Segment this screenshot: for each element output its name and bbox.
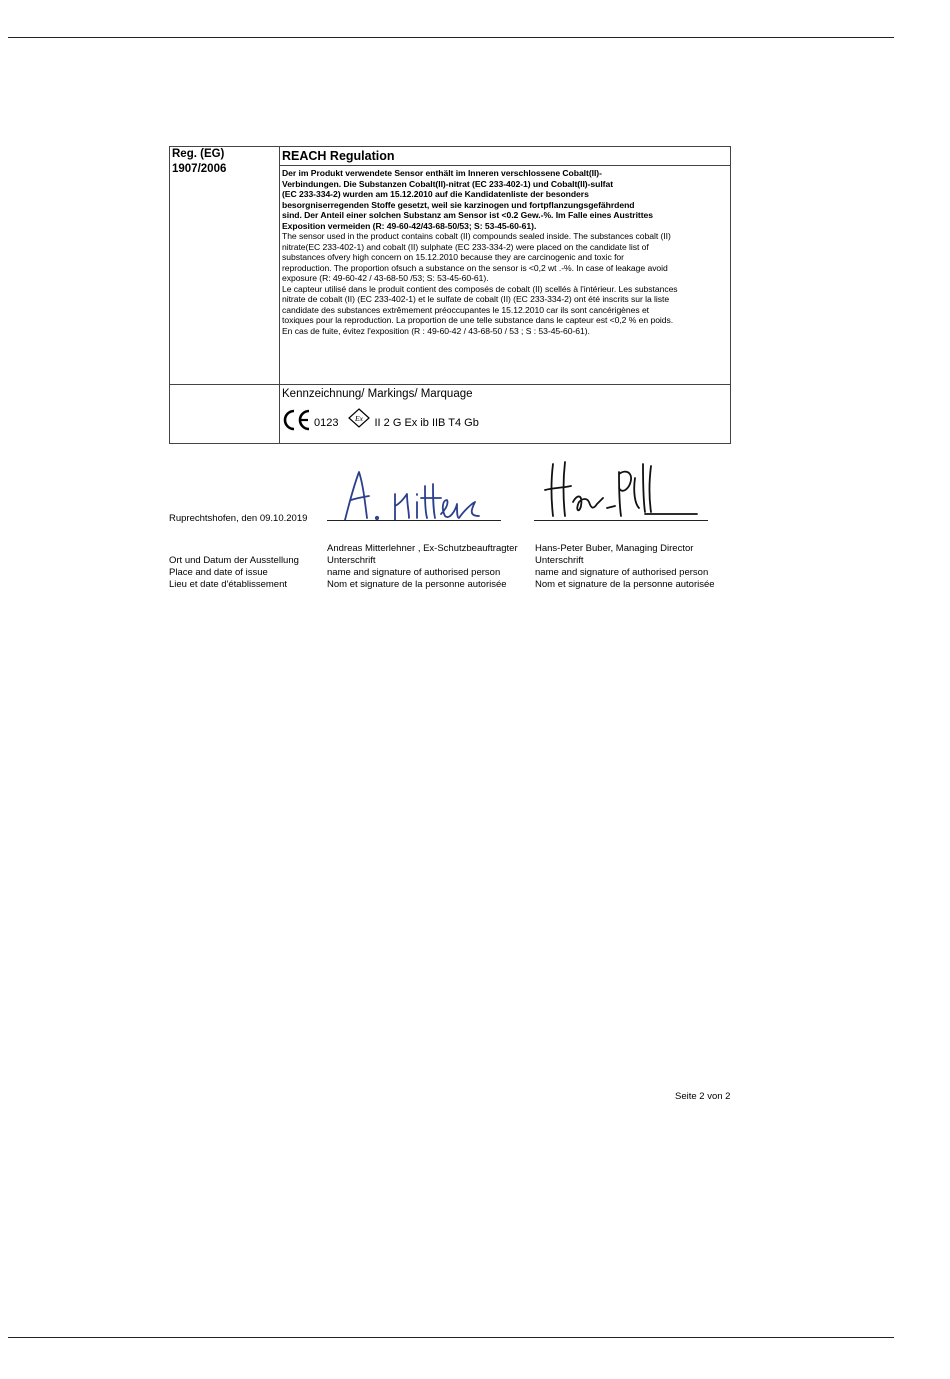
signer-2-name: Hans-Peter Buber, Managing Director xyxy=(535,543,694,554)
signer-1-name: Andreas Mitterlehner , Ex-Schutzbeauftragter xyxy=(327,543,518,554)
signer-1-block xyxy=(327,543,518,591)
statement-french: Le capteur utilisé dans le produit contient des composés de cobalt (II) scellés à l'intérieur. Les substances nitrate de cobalt (II) (EC 233-402-1) et le sulfate de cobalt (II) (EC 233-334-2) ont été inscrits sur la liste candidate des substances extrêmement préoccupantes le 15.12.2010 car ils sont cancérigènes et toxiques pour la reproduction. La proportion de une telle substance dans le capteur est <0,2 % en poids. En cas de fuite, évitez l'exposition (R : 49-60-42 / 43-68-50 / 53 ; S : 53-45-60-61). xyxy=(282,283,678,336)
place-and-date: Ruprechtshofen, den 09.10.2019 xyxy=(169,513,308,524)
ex-marking-text: II 2 G Ex ib IIB T4 Gb xyxy=(374,417,479,429)
signature-buber xyxy=(539,458,699,520)
bottom-rule xyxy=(8,1337,894,1338)
statement-english: The sensor used in the product contains cobalt (II) compounds sealed inside. The substances cobalt (II) nitrate(EC 233-402-1) and cobalt (II) sulphate (EC 233-334-2) were placed on the candidate list of substances ofvery high concern on 15.12.2010 because they are carcinogenic and toxic for reproduction. The proportion ofsuch a substance on the sensor is <0,2 wt .-%. In case of leakage avoid exposure (R: 49-60-42 / 43-68-50 /53; S: 53-45-60-61). xyxy=(282,231,671,283)
signer-1-label-en: name and signature of authorised person xyxy=(327,567,501,578)
signer-1-label-fr: Nom et signature de la personne autorisée xyxy=(327,579,507,590)
issue-label-en: Place and date of issue xyxy=(169,567,268,578)
reach-statement xyxy=(280,166,731,385)
issue-label-de: Ort und Datum der Ausstellung xyxy=(169,555,299,566)
statement-german: Der im Produkt verwendete Sensor enthält im Inneren verschlossene Cobalt(II)- Verbindungen. Die Substanzen Cobalt(II)-nitrat (EC 233-402-1) und Cobalt(II)-sulfat (EC 233-334-2) wurden am 15.12.2010 auf die Kandidatenliste der besonders besorgniserregenden Stoffe gesetzt, weil sie karzinogen und fortpflanzungsgefährdend sind. Der Anteil einer solchen Substanz am Sensor ist <0.2 Gew.-%. Im Falle eines Austrittes Exposition vermeiden (R: 49-60-42/43-68-50/53; S: 53-45-60-61). xyxy=(282,168,654,231)
top-rule xyxy=(8,37,894,38)
signer-1-label-de: Unterschrift xyxy=(327,555,376,566)
signature-area xyxy=(169,458,729,598)
reach-table xyxy=(169,146,731,444)
signature-line-2 xyxy=(534,520,708,521)
notified-body-number: 0123 xyxy=(314,417,339,429)
page-number: Seite 2 von 2 xyxy=(675,1091,731,1102)
issue-labels xyxy=(169,555,299,591)
signature-mitterlehner xyxy=(337,464,499,526)
svg-text:Ex: Ex xyxy=(355,414,364,423)
regulation-reference xyxy=(170,147,280,385)
signer-2-label-de: Unterschrift xyxy=(535,555,584,566)
signer-2-label-en: name and signature of authorised person xyxy=(535,567,709,578)
signature-line-1 xyxy=(327,520,501,521)
markings-title: Kennzeichnung/ Markings/ Marquage xyxy=(282,388,473,400)
empty-cell xyxy=(170,385,280,444)
signer-2-label-fr: Nom et signature de la personne autorisée xyxy=(535,579,715,590)
regulation-title: REACH Regulation xyxy=(280,147,731,166)
signer-2-block xyxy=(535,543,715,591)
markings-row xyxy=(282,409,728,431)
markings-cell xyxy=(280,385,731,444)
ce-mark-icon xyxy=(282,409,312,431)
issue-label-fr: Lieu et date d'établissement xyxy=(169,579,288,590)
atex-ex-icon xyxy=(348,408,370,428)
regulation-reference-text: Reg. (EG) 1907/2006 xyxy=(172,148,227,175)
